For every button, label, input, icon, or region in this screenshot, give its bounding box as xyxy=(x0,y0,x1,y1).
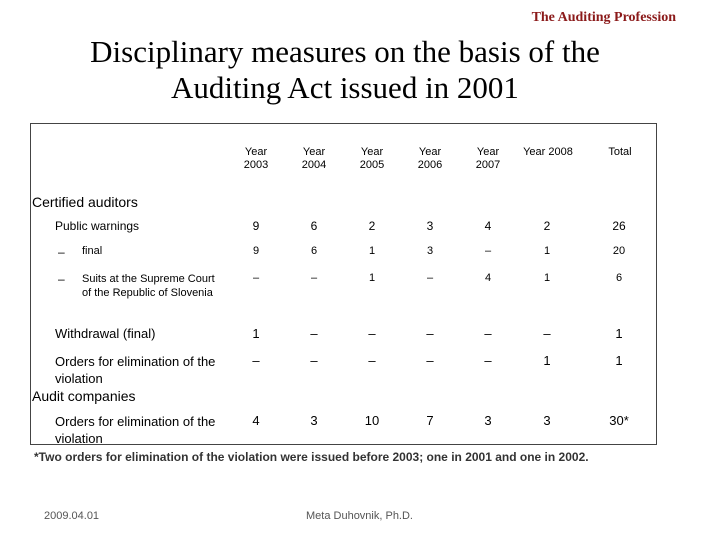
cell-suits-2004: – xyxy=(310,272,318,284)
column-header-2003: Year 2003 xyxy=(243,146,269,171)
cell-withdrawal-2004: – xyxy=(310,326,318,341)
cell-final-2008: 1 xyxy=(543,245,551,257)
cell-orders-2004: – xyxy=(310,353,318,368)
title-line-1: Disciplinary measures on the basis of the xyxy=(90,34,600,69)
cell-public-warnings-2006: 3 xyxy=(426,219,434,233)
column-header-2005: Year 2005 xyxy=(359,146,385,171)
cell-public-warnings-2003: 9 xyxy=(252,219,260,233)
row-label-company-orders-elimination: Orders for elimination of the violation xyxy=(55,414,216,446)
row-bullet: – xyxy=(58,245,65,259)
row-label-withdrawal: Withdrawal (final) xyxy=(55,326,156,341)
column-header-2007: Year 2007 xyxy=(475,146,501,171)
cell-final-2004: 6 xyxy=(310,245,318,257)
cell-withdrawal-2007: – xyxy=(484,326,492,341)
footer-date: 2009.04.01 xyxy=(44,510,100,522)
cell-company-orders-2005: 10 xyxy=(364,413,380,428)
row-label-public-warnings: Public warnings xyxy=(55,219,140,233)
section-certified-auditors: Certified auditors xyxy=(32,194,138,210)
cell-orders-2005: – xyxy=(368,353,376,368)
cell-orders-2003: – xyxy=(252,353,260,368)
cell-withdrawal-2005: – xyxy=(368,326,376,341)
cell-company-orders-2007: 3 xyxy=(484,413,492,428)
cell-withdrawal-2008: – xyxy=(543,326,551,341)
cell-suits-total: 6 xyxy=(615,272,623,284)
cell-orders-2007: – xyxy=(484,353,492,368)
cell-suits-2005: 1 xyxy=(368,272,376,284)
cell-suits-2006: – xyxy=(426,272,434,284)
cell-public-warnings-2004: 6 xyxy=(310,219,318,233)
cell-orders-2008: 1 xyxy=(543,353,551,368)
cell-final-2005: 1 xyxy=(368,245,376,257)
column-header-total: Total xyxy=(608,146,632,158)
cell-public-warnings-2005: 2 xyxy=(368,219,376,233)
cell-company-orders-2008: 3 xyxy=(543,413,551,428)
column-header-2004: Year 2004 xyxy=(301,146,327,171)
cell-company-orders-2003: 4 xyxy=(252,413,260,428)
cell-company-orders-2006: 7 xyxy=(426,413,434,428)
cell-company-orders-2004: 3 xyxy=(310,413,318,428)
cell-final-2007: – xyxy=(484,245,492,257)
cell-suits-2007: 4 xyxy=(484,272,492,284)
cell-final-2003: 9 xyxy=(252,245,260,257)
presentation-header: The Auditing Profession xyxy=(531,10,676,25)
cell-withdrawal-2003: 1 xyxy=(252,326,260,341)
footer-author: Meta Duhovnik, Ph.D. xyxy=(306,510,413,522)
section-audit-companies: Audit companies xyxy=(32,388,136,404)
cell-company-orders-total: 30* xyxy=(609,413,629,428)
cell-withdrawal-total: 1 xyxy=(615,326,623,341)
slide-title xyxy=(0,34,690,106)
cell-public-warnings-total: 26 xyxy=(612,219,626,233)
cell-public-warnings-2007: 4 xyxy=(484,219,492,233)
column-header-2008: Year 2008 xyxy=(523,146,573,158)
title-line-2: Auditing Act issued in 2001 xyxy=(171,70,519,105)
cell-final-2006: 3 xyxy=(426,245,434,257)
row-label-supreme-court-suits: Suits at the Supreme Court of the Republic of Slovenia xyxy=(82,273,215,299)
row-bullet: – xyxy=(58,272,65,286)
cell-orders-2006: – xyxy=(426,353,434,368)
row-label-orders-elimination: Orders for elimination of the violation xyxy=(55,354,216,386)
row-label-final: final xyxy=(82,245,103,257)
cell-orders-total: 1 xyxy=(615,353,623,368)
footnote: *Two orders for elimination of the violation were issued before 2003; one in 2001 and one in 2002. xyxy=(34,450,589,464)
cell-withdrawal-2006: – xyxy=(426,326,434,341)
cell-suits-2008: 1 xyxy=(543,272,551,284)
cell-final-total: 20 xyxy=(612,245,626,257)
cell-public-warnings-2008: 2 xyxy=(543,219,551,233)
column-header-2006: Year 2006 xyxy=(417,146,443,171)
cell-suits-2003: – xyxy=(252,272,260,284)
